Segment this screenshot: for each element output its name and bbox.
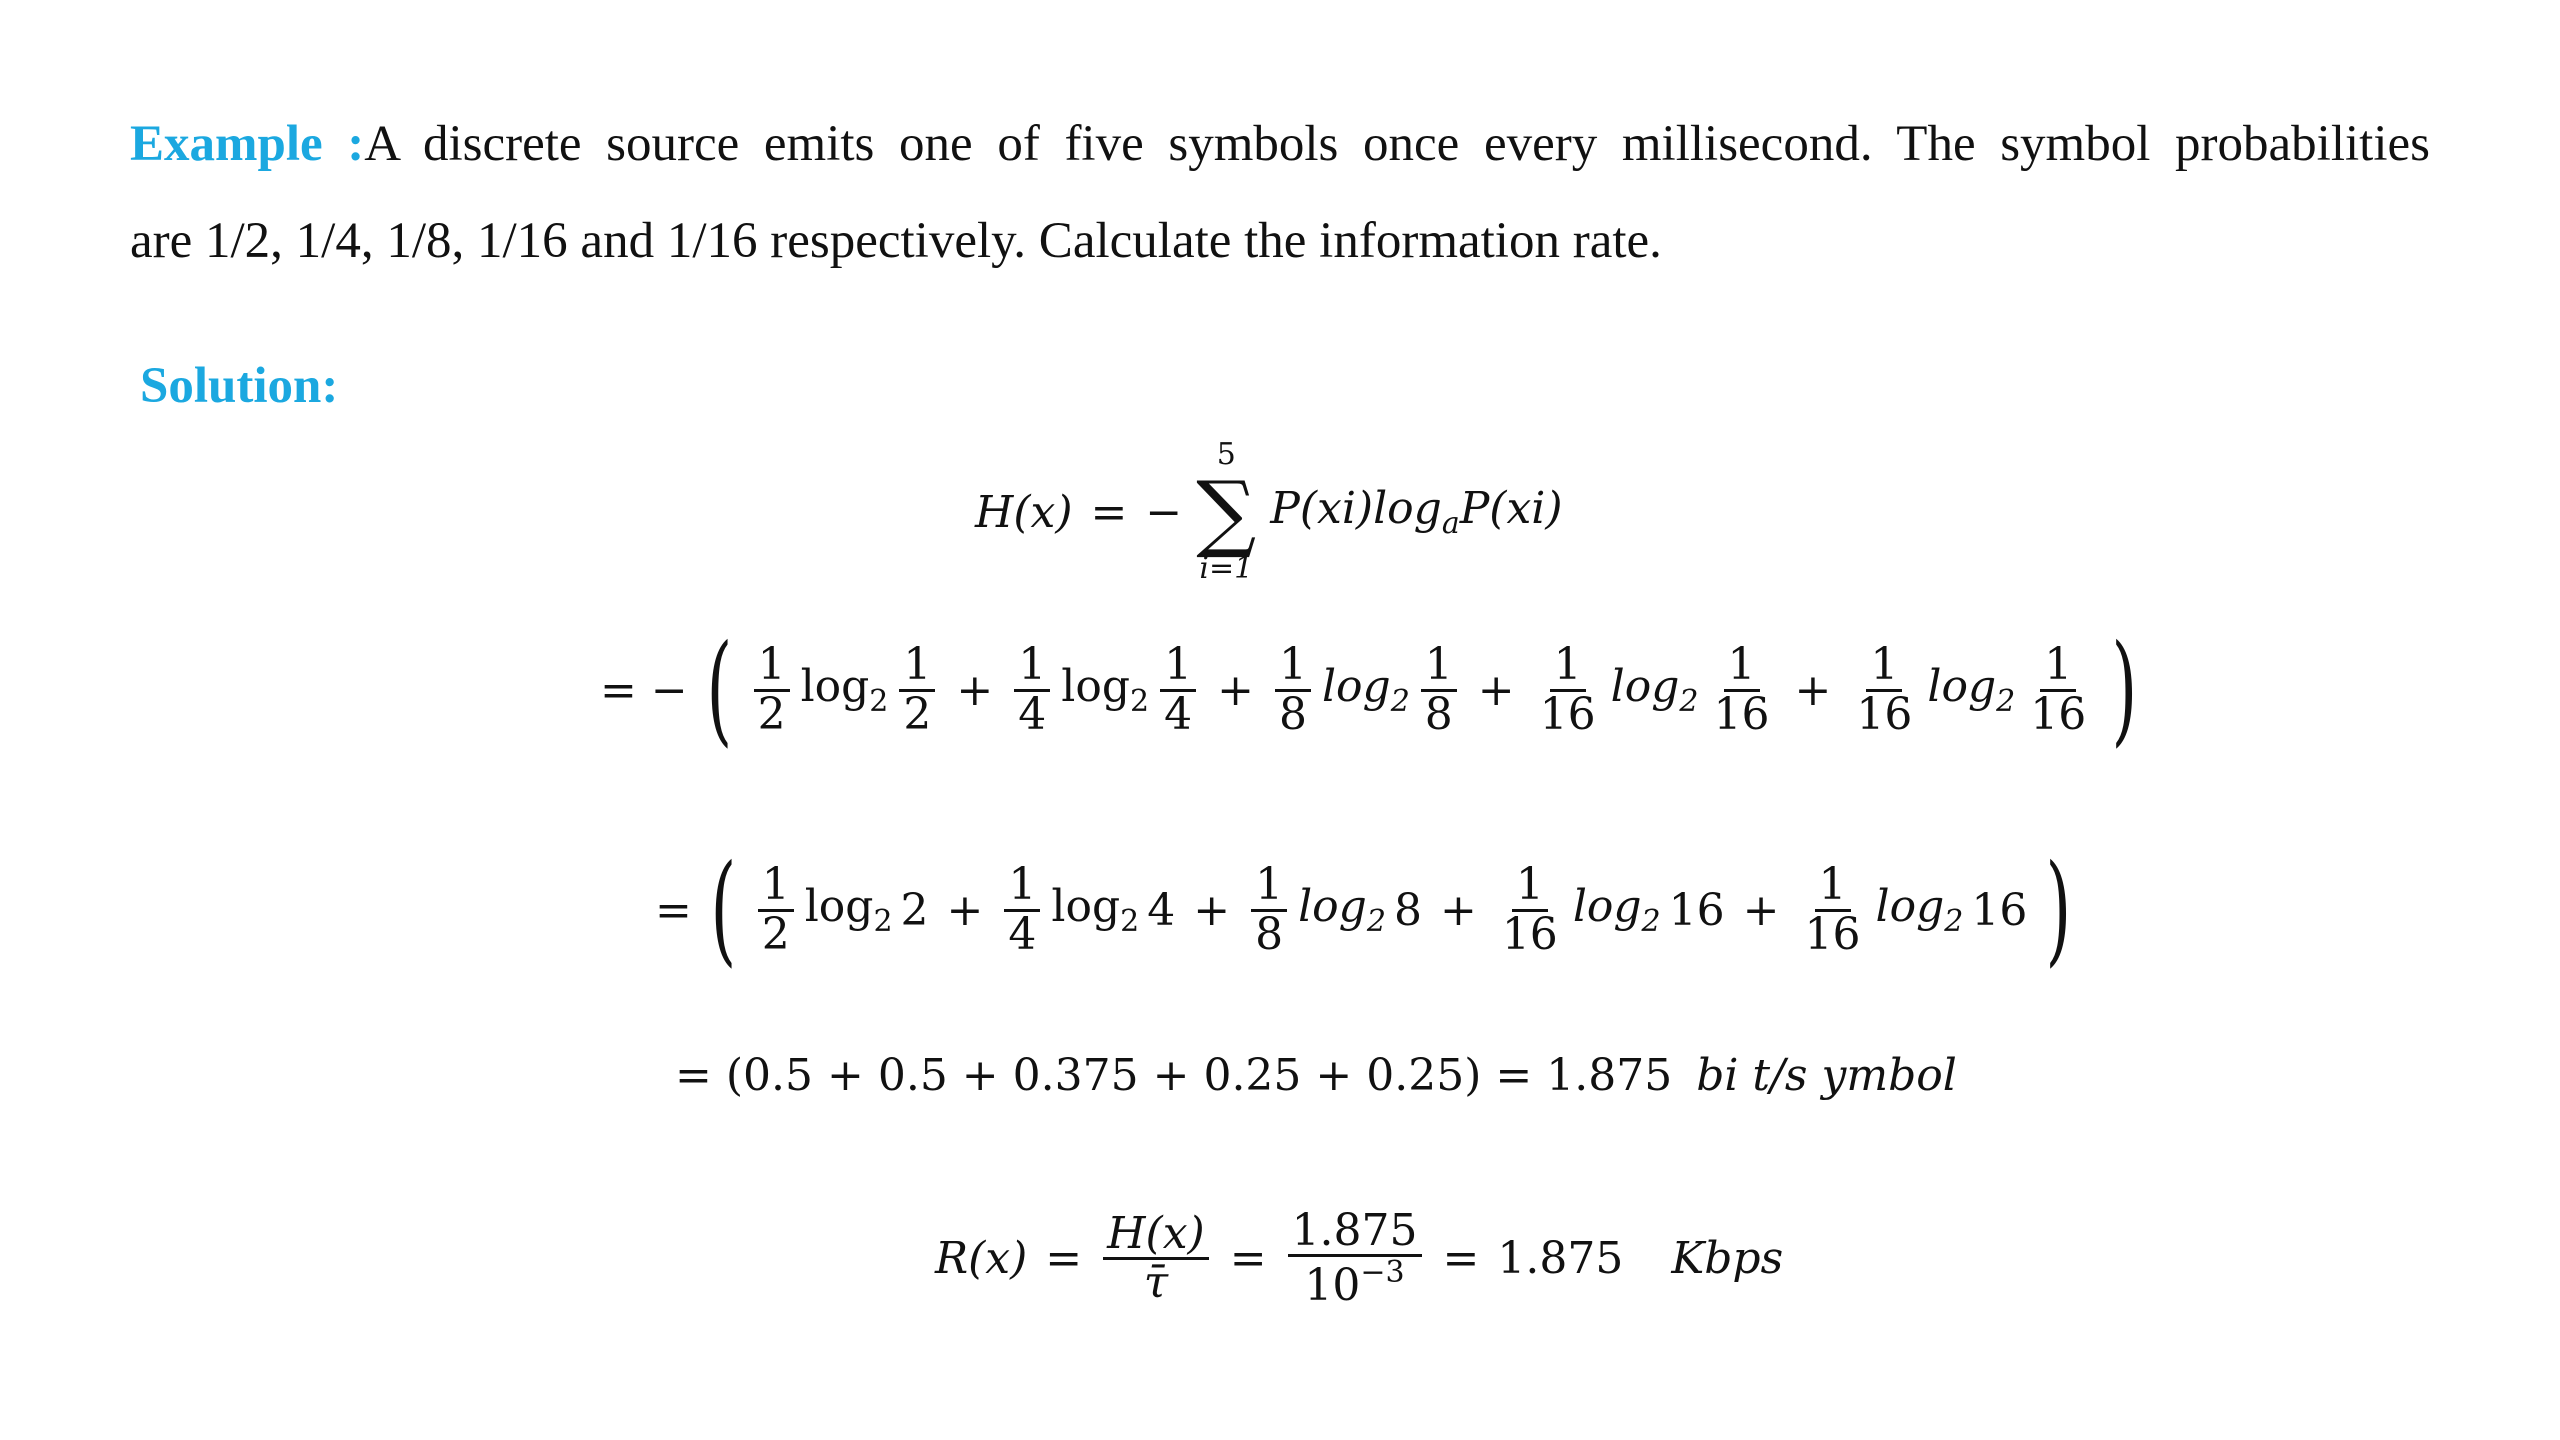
coefficient-fraction-den: 16 bbox=[1501, 908, 1558, 960]
entropy-simplified bbox=[655, 840, 2082, 979]
log-argument-fraction-num: 1 bbox=[899, 642, 935, 691]
eq1-equals: = bbox=[1090, 486, 1128, 538]
log-argument: 16 bbox=[1971, 884, 2028, 936]
eq1-term: $P(xi)\log_aP(xi)$ bbox=[1270, 483, 1563, 541]
eq3-prefix: = bbox=[655, 884, 692, 936]
coefficient-fraction bbox=[1852, 639, 1916, 740]
log-base: 2 bbox=[1679, 684, 1699, 719]
hx-over-tau bbox=[1103, 1208, 1209, 1309]
log-argument: 2 bbox=[900, 884, 929, 936]
eq5-equals-3: = bbox=[1442, 1233, 1480, 1285]
coefficient-fraction-den: 4 bbox=[1008, 908, 1037, 960]
eq5-unit: Kbps bbox=[1671, 1233, 1784, 1285]
eq1-minus: − bbox=[1145, 486, 1183, 538]
entropy-result bbox=[675, 1050, 1957, 1101]
information-rate bbox=[935, 1205, 1784, 1312]
close-paren: ) bbox=[2111, 620, 2138, 759]
log-base: 2 bbox=[1130, 684, 1150, 719]
coefficient-fraction-den: 8 bbox=[1278, 688, 1307, 740]
coefficient-fraction bbox=[1251, 859, 1287, 960]
plus-sign: + bbox=[1794, 664, 1832, 716]
eq5-equals-2: = bbox=[1229, 1233, 1267, 1285]
log-argument-fraction bbox=[2026, 639, 2090, 740]
solution-label: Solution: bbox=[140, 358, 339, 414]
plus-sign: + bbox=[956, 664, 994, 716]
log-function: $\log_2$ bbox=[1610, 661, 1699, 719]
eq4-unit: bi t/s ymbol bbox=[1696, 1050, 1957, 1101]
log-argument-fraction bbox=[899, 639, 935, 740]
log-argument-fraction-num: 1 bbox=[1724, 642, 1760, 691]
log-argument: 4 bbox=[1147, 884, 1176, 936]
coefficient-fraction-num: 1 bbox=[1275, 642, 1311, 691]
log-base: 2 bbox=[1944, 904, 1964, 939]
example-label: Example : bbox=[130, 116, 365, 172]
sum-lower-limit: i=1 bbox=[1199, 551, 1254, 586]
log-argument-fraction-den: 2 bbox=[903, 688, 932, 740]
coefficient-fraction-num: 1 bbox=[1550, 642, 1586, 691]
frac-num-hx: H(x) bbox=[1103, 1211, 1209, 1260]
coefficient-fraction-num: 1 bbox=[1251, 862, 1287, 911]
coefficient-fraction-den: 16 bbox=[1539, 688, 1596, 740]
plus-sign: + bbox=[1742, 884, 1780, 936]
coefficient-fraction bbox=[1275, 639, 1311, 740]
log-argument-fraction-num: 1 bbox=[1160, 642, 1196, 691]
sum-upper-limit: 5 bbox=[1216, 437, 1236, 472]
log-base: 2 bbox=[873, 904, 893, 939]
coefficient-fraction-num: 1 bbox=[1512, 862, 1548, 911]
coefficient-fraction bbox=[1801, 859, 1865, 960]
eq5-result: 1.875 bbox=[1497, 1233, 1624, 1285]
coefficient-fraction-den: 2 bbox=[761, 908, 790, 960]
log-function: $\log_2$ bbox=[1061, 661, 1150, 719]
open-paren: ( bbox=[710, 840, 737, 979]
coefficient-fraction-num: 1 bbox=[1866, 642, 1902, 691]
log-argument-fraction-den: 4 bbox=[1164, 688, 1193, 740]
log-base: 2 bbox=[1996, 684, 2016, 719]
plus-sign: + bbox=[1439, 884, 1477, 936]
problem-line-1 bbox=[130, 96, 2430, 193]
coefficient-fraction-num: 1 bbox=[758, 862, 794, 911]
sigma-symbol: ∑ bbox=[1196, 463, 1257, 561]
frac-den-tau: τ̄ bbox=[1143, 1257, 1169, 1309]
log-argument-fraction bbox=[1710, 639, 1774, 740]
coefficient-fraction bbox=[1014, 639, 1050, 740]
coefficient-fraction-num: 1 bbox=[1014, 642, 1050, 691]
eq5-equals-1: = bbox=[1045, 1233, 1083, 1285]
eq2-prefix: = − bbox=[600, 664, 688, 716]
coefficient-fraction-num: 1 bbox=[1815, 862, 1851, 911]
coefficient-fraction-num: 1 bbox=[754, 642, 790, 691]
plus-sign: + bbox=[1193, 884, 1231, 936]
problem-text-1: A discrete source emits one of five symbols once every millisecond. The symbol probabilities bbox=[364, 116, 2430, 172]
plus-sign: + bbox=[946, 884, 984, 936]
plus-sign: + bbox=[1217, 664, 1254, 716]
coefficient-fraction-den: 8 bbox=[1255, 908, 1284, 960]
coefficient-fraction-den: 4 bbox=[1018, 688, 1047, 740]
eq5-lhs: R(x) bbox=[935, 1233, 1028, 1285]
log-argument-fraction-num: 1 bbox=[2040, 642, 2076, 691]
coefficient-fraction-den: 16 bbox=[1804, 908, 1861, 960]
coefficient-fraction-den: 16 bbox=[1856, 688, 1913, 740]
log-argument: 8 bbox=[1393, 884, 1422, 936]
frac-den-ms: $10^{-3}$ bbox=[1304, 1255, 1405, 1312]
eq1-lhs: H(x) bbox=[975, 486, 1073, 538]
coefficient-fraction bbox=[758, 859, 794, 960]
log-function: $\log_2$ bbox=[800, 661, 889, 719]
log-argument: 16 bbox=[1668, 884, 1725, 936]
close-paren: ) bbox=[2045, 840, 2072, 979]
coefficient-fraction bbox=[1536, 639, 1600, 740]
frac-num-value: 1.875 bbox=[1288, 1208, 1422, 1257]
log-function: $\log_2$ bbox=[1875, 881, 1964, 939]
log-function: $\log_2$ bbox=[1298, 881, 1386, 939]
log-function: $\log_2$ bbox=[1051, 881, 1140, 939]
log-function: $\log_2$ bbox=[804, 881, 893, 939]
log-function: $\log_2$ bbox=[1572, 881, 1661, 939]
log-base: 2 bbox=[1390, 684, 1410, 719]
log-argument-fraction-den: 16 bbox=[2030, 688, 2087, 740]
log-base: 2 bbox=[1120, 904, 1140, 939]
log-argument-fraction-den: 16 bbox=[1713, 688, 1770, 740]
log-base: 2 bbox=[1366, 904, 1386, 939]
open-paren: ( bbox=[706, 620, 733, 759]
log-function: $\log_2$ bbox=[1321, 661, 1410, 719]
coefficient-fraction bbox=[1498, 859, 1562, 960]
eq4-sum: = (0.5 + 0.5 + 0.375 + 0.25 + 0.25) = 1.875 bbox=[675, 1050, 1673, 1101]
log-argument-fraction-num: 1 bbox=[1421, 642, 1457, 691]
log-base: 2 bbox=[869, 684, 889, 719]
coefficient-fraction-num: 1 bbox=[1004, 862, 1040, 911]
entropy-definition bbox=[975, 437, 1563, 586]
log-base: 2 bbox=[1641, 904, 1661, 939]
problem-line-2: are 1/2, 1/4, 1/8, 1/16 and 1/16 respectively. Calculate the information rate. bbox=[130, 213, 1662, 269]
summation bbox=[1196, 437, 1257, 586]
log-argument-fraction bbox=[1421, 639, 1457, 740]
value-over-millisecond bbox=[1288, 1205, 1422, 1312]
entropy-expansion bbox=[600, 620, 2148, 759]
log-argument-fraction bbox=[1160, 639, 1196, 740]
coefficient-fraction bbox=[1004, 859, 1040, 960]
log-function: $\log_2$ bbox=[1927, 661, 2016, 719]
plus-sign: + bbox=[1477, 664, 1515, 716]
log-argument-fraction-den: 8 bbox=[1424, 688, 1453, 740]
coefficient-fraction-den: 2 bbox=[757, 688, 786, 740]
coefficient-fraction bbox=[754, 639, 790, 740]
log-base-a: a bbox=[1441, 506, 1460, 541]
